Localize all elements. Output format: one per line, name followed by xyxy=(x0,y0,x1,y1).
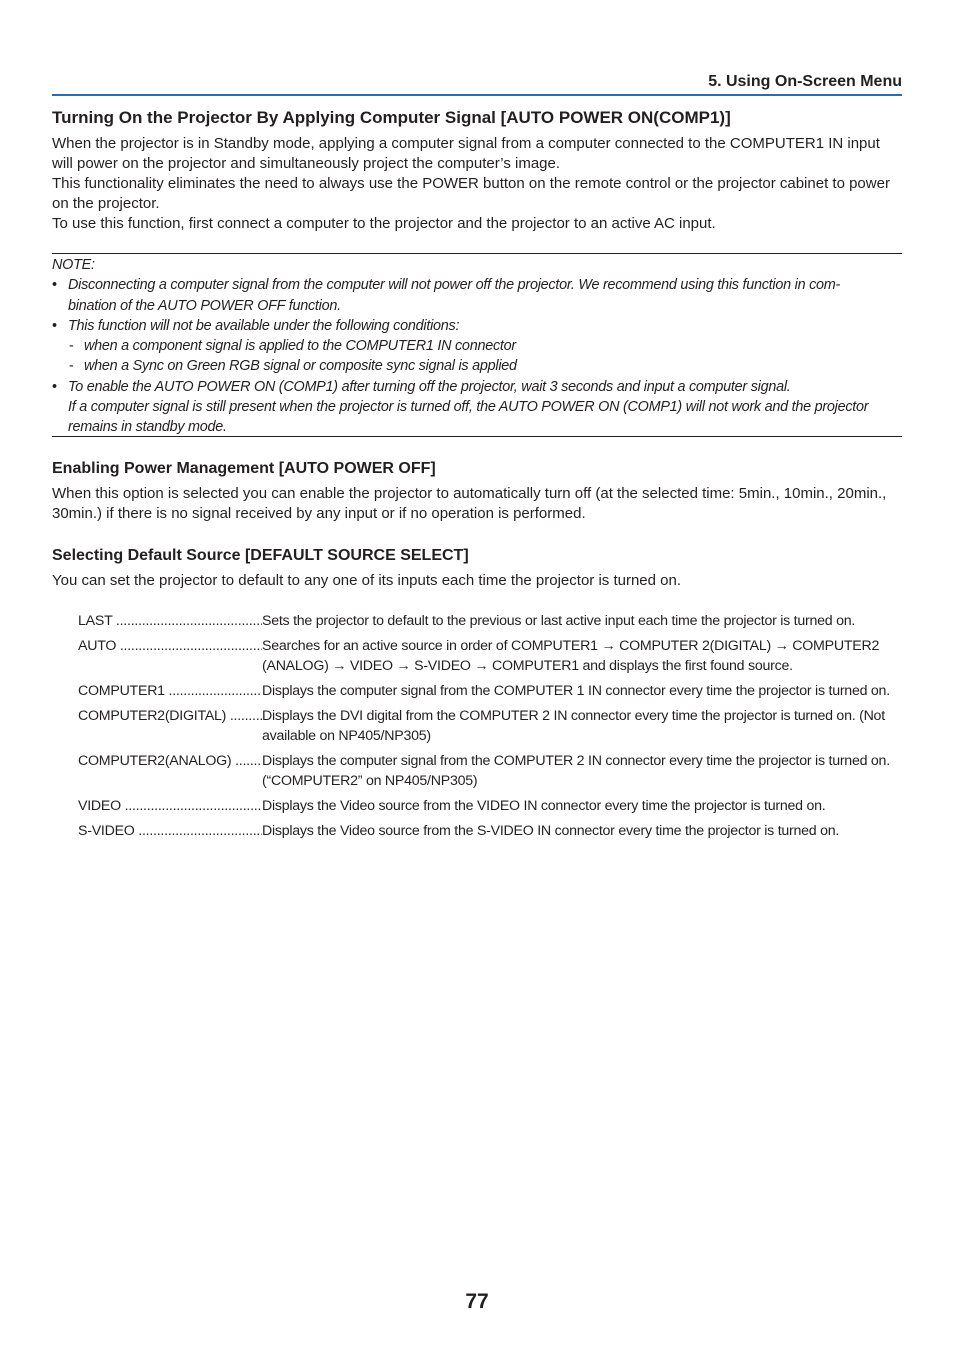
option-description: Displays the Video source from the VIDEO IN connector every time the projector is turned on. xyxy=(262,798,826,814)
default-source-heading: Selecting Default Source [DEFAULT SOURCE SELECT] xyxy=(52,547,469,564)
option-term: COMPUTER2(DIGITAL) ..... xyxy=(78,706,262,726)
paragraph: This functionality eliminates the need to always use the POWER button on the remote control or the projector cabinet to power on the projector. xyxy=(52,175,890,212)
paragraph: When the projector is in Standby mode, applying a computer signal from a computer connected to the COMPUTER1 IN input will power on the projector and simultaneously project the computer’s image. xyxy=(52,135,880,172)
option-term: COMPUTER2(ANALOG) ..... xyxy=(78,751,262,771)
auto-power-off-heading: Enabling Power Management [AUTO POWER OFF] xyxy=(52,460,436,477)
option-term: S-VIDEO ..... xyxy=(78,821,262,841)
option-term: AUTO ..... xyxy=(78,636,262,656)
section-title: 5. Using On-Screen Menu xyxy=(708,73,902,90)
list-item xyxy=(78,821,902,841)
note-item-continued: remains in standby mode. xyxy=(68,419,227,436)
option-description: Displays the computer signal from the COMPUTER 2 IN connector every time the projector is turned on. (“COMPUTER2” on NP405/NP305) xyxy=(262,753,890,789)
note-item: • Disconnecting a computer signal from the computer will not power off the projector. We recommend using this function in com- xyxy=(52,275,902,295)
auto-power-on-heading: Turning On the Projector By Applying Computer Signal [AUTO POWER ON(COMP1)] xyxy=(52,108,731,127)
option-description: Displays the computer signal from the COMPUTER 1 IN connector every time the projector is turned on. xyxy=(262,683,890,699)
running-header xyxy=(52,72,902,96)
note-label: NOTE: xyxy=(52,257,95,273)
note-item-continued: bination of the AUTO POWER OFF function. xyxy=(68,297,341,314)
option-term: LAST ..... xyxy=(78,611,262,631)
list-item xyxy=(78,751,902,791)
list-item xyxy=(78,706,902,746)
option-description: Sets the projector to default to the previous or last active input each time the projector is turned on. xyxy=(262,613,856,629)
option-term: VIDEO ..... xyxy=(78,796,262,816)
list-item xyxy=(78,636,902,676)
source-options-list xyxy=(78,611,902,846)
option-description: Displays the Video source from the S-VIDEO IN connector every time the projector is turned on. xyxy=(262,823,840,839)
option-description: Displays the DVI digital from the COMPUTER 2 IN connector every time the projector is turned on. (Not available on NP405/NP305) xyxy=(262,708,885,744)
list-item xyxy=(78,796,902,816)
note-subitem: - when a component signal is applied to the COMPUTER1 IN connector xyxy=(52,336,902,356)
list-item xyxy=(78,611,902,631)
note-item: • This function will not be available under the following conditions: xyxy=(52,316,902,336)
default-source-body: You can set the projector to default to any one of its inputs each time the projector is turned on. xyxy=(52,572,681,589)
paragraph: To use this function, first connect a computer to the projector and the projector to an active AC input. xyxy=(52,215,716,232)
note-item: • To enable the AUTO POWER ON (COMP1) after turning off the projector, wait 3 seconds and input a computer signal. xyxy=(52,377,902,397)
page-number: 77 xyxy=(465,1290,489,1313)
note-subitem: - when a Sync on Green RGB signal or composite sync signal is applied xyxy=(52,356,902,376)
auto-power-on-body xyxy=(52,134,904,234)
auto-power-off-body: When this option is selected you can enable the projector to automatically turn off (at the selected time: 5min., 10min., 20min., 30min.) if there is no signal received by any input or if no operation is performed. xyxy=(52,485,887,522)
option-term: COMPUTER1 ..... xyxy=(78,681,262,701)
note-box xyxy=(52,253,902,437)
list-item xyxy=(78,681,902,701)
option-description: Searches for an active source in order of COMPUTER1 → COMPUTER 2(DIGITAL) → COMPUTER2 (ANALOG) → VIDEO → S-VIDEO → COMPUTER1 and displays the first found source. xyxy=(262,638,880,674)
note-item-continued: If a computer signal is still present when the projector is turned off, the AUTO POWER ON (COMP1) will not work and the projector xyxy=(68,399,869,416)
